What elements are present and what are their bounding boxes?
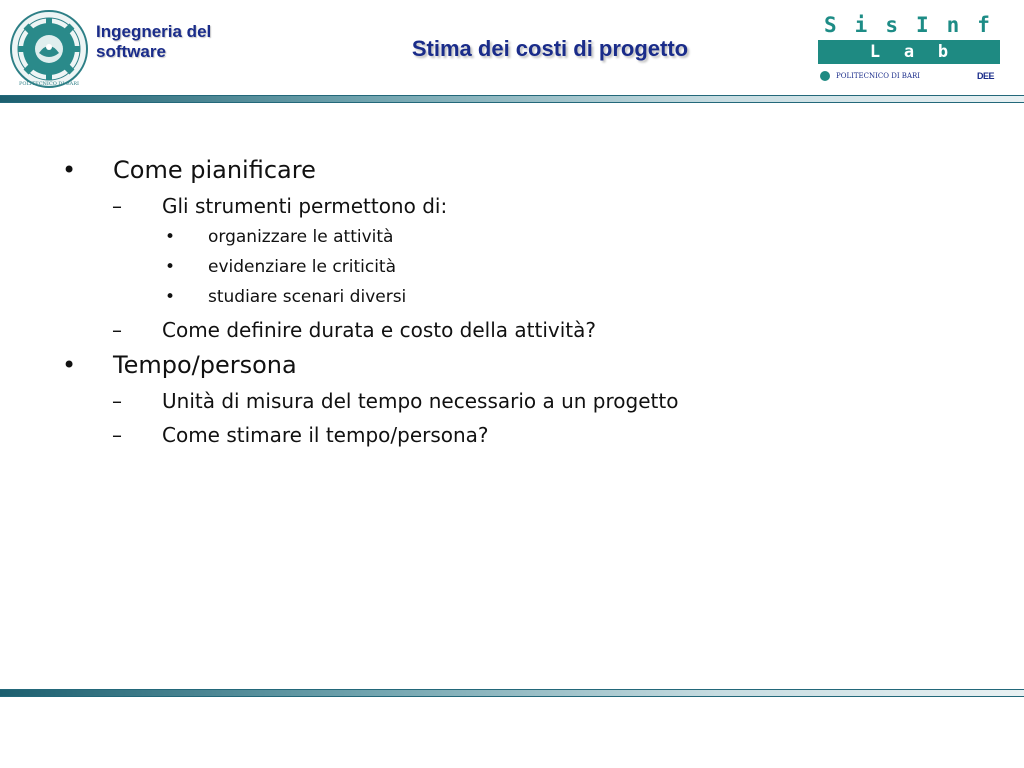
bullet-text: Come definire durata e costo della attività? xyxy=(162,318,597,342)
lab-letter: b xyxy=(937,42,949,62)
bullet-marker: • xyxy=(165,287,176,307)
bullet-text: organizzare le attività xyxy=(208,227,394,247)
politecnico-mini-seal-icon xyxy=(820,71,830,81)
lab-letter: L xyxy=(869,42,881,62)
bullet-text: Come stimare il tempo/persona? xyxy=(162,423,489,447)
header-divider-band xyxy=(0,95,1024,103)
lab-letter: n xyxy=(946,13,960,37)
university-seal-logo xyxy=(9,9,89,89)
bullet-marker: • xyxy=(165,227,176,247)
lab-letter: s xyxy=(885,13,898,37)
bullet-marker: – xyxy=(112,318,122,342)
slide-title: Stima dei costi di progetto xyxy=(411,36,689,61)
bullet-marker: • xyxy=(165,257,176,277)
lab-letter: I xyxy=(915,13,929,37)
bullet-text: Gli strumenti permettono di: xyxy=(162,194,448,218)
lab-letter: a xyxy=(903,42,915,62)
bullet-text: Come pianificare xyxy=(113,156,316,184)
lab-letter: S xyxy=(824,13,837,37)
bullet-marker: • xyxy=(62,156,77,184)
lab-logo-row2 xyxy=(818,40,1000,64)
lab-letter: i xyxy=(854,13,868,37)
lab-logo-row1 xyxy=(818,10,1000,40)
footer-divider-band xyxy=(0,689,1024,697)
bullet-marker: – xyxy=(112,194,122,218)
bullet-marker: – xyxy=(112,389,122,413)
lab-affiliation-row xyxy=(818,68,1000,84)
bullet-text: evidenziare le criticità xyxy=(208,257,396,277)
sisinf-lab-logo xyxy=(818,10,1000,86)
course-title: Ingegneria del software xyxy=(96,22,212,61)
lab-affiliation: POLITECNICO DI BARI xyxy=(836,72,921,80)
lab-department: DEE xyxy=(976,71,994,81)
lab-letter: f xyxy=(977,13,990,37)
bullet-marker: – xyxy=(112,423,122,447)
bullet-marker: • xyxy=(62,351,77,379)
bullet-text: Unità di misura del tempo necessario a un progetto xyxy=(162,389,679,413)
bullet-text: Tempo/persona xyxy=(113,351,297,379)
bullet-text: studiare scenari diversi xyxy=(208,287,407,307)
svg-text:POLITECNICO DI BARI: POLITECNICO DI BARI xyxy=(18,81,80,87)
